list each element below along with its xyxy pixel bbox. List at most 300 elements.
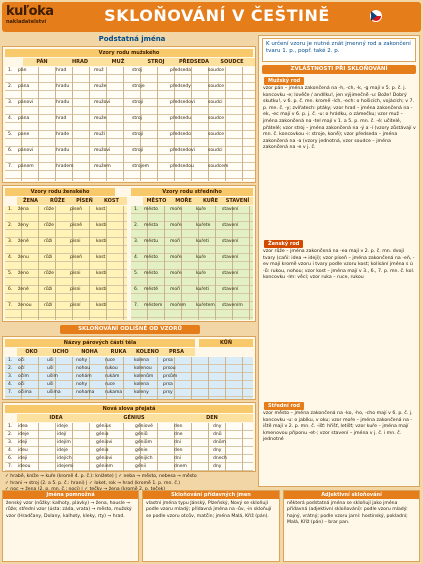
publisher-logo [6, 5, 58, 29]
case-number: 5. [8, 132, 13, 137]
plural-text: ženský vzor (nůžky: kalhoty, plavky) → žena, housle → růže; střední vzor (ústa: záda, vrata) → město, mužský vzor (Hradčany, Dolany, kalhoty, kleky, rty) → hrad. [6, 501, 132, 519]
case-number: 6. [8, 456, 13, 461]
loanwords-grid [5, 423, 253, 471]
table-cell: předsedou [170, 164, 194, 169]
table-cell: dnech [213, 456, 227, 461]
table-cell: růži [44, 287, 53, 292]
table-cell: muže [94, 84, 107, 89]
neut-column-headers [143, 197, 253, 205]
table-cell: ženy [18, 223, 29, 228]
table-cell: růži [44, 255, 53, 260]
table-cell: uši [47, 358, 54, 363]
table-cell: moře [170, 255, 182, 260]
table-cell: muži [94, 132, 105, 137]
table-cell: ženě [18, 239, 29, 244]
case-number: 5. [134, 271, 139, 276]
table-cell: ušima [47, 390, 61, 395]
table-cell: předsedy [170, 84, 191, 89]
table-cell: ženou [18, 303, 32, 308]
table-cell: dnem [174, 464, 187, 469]
case-number: 4. [8, 382, 13, 387]
table-cell: dny [213, 464, 222, 469]
table-cell: hradu [56, 84, 70, 89]
table-cell: růží [44, 303, 53, 308]
column-header: UCHO [52, 349, 69, 355]
table-cell: rukám [105, 374, 120, 379]
table-row [8, 163, 254, 179]
column-header: STROJ [147, 59, 165, 65]
table-row [8, 270, 126, 286]
table-row [8, 447, 252, 455]
case-number: 2. [134, 223, 139, 228]
table-cell: hrade [56, 132, 70, 137]
table-cell: kostí [96, 303, 107, 308]
table-cell: stavení [222, 271, 239, 276]
table-cell: předsedovi [170, 148, 195, 153]
deviating-column-headers [17, 348, 195, 356]
table-cell: kuře [196, 207, 206, 212]
table-cell: muže [94, 116, 107, 121]
column-header: MUŽ [111, 59, 125, 65]
tag-masculine: Mužský rod [264, 77, 304, 85]
case-number: 3. [8, 374, 13, 379]
table-cell: muž [94, 68, 104, 73]
neut-grid [131, 206, 253, 320]
table-cell: moře [170, 271, 182, 276]
table-cell: dny [213, 448, 222, 453]
deviating-right-heading: KŮŇ [199, 339, 253, 347]
fem-heading: Vzory rodu ženského [5, 188, 115, 196]
table-cell: předsedu [170, 116, 192, 121]
table-cell: moři [170, 239, 181, 244]
table-row [134, 302, 252, 318]
table-cell: géniové [135, 424, 153, 429]
masculine-notes: vzor pán – jména zakončená na -h, -ch, -k, -g mají v 5. p. č. j. koncovku -e; lověče / andílku!, jen výjimečně -u: Bože! Dobrý skutku!, v 6. p. č. mn. kromě -ích, -ech: o hošicích, vojácích; v 7. p. mn. č. -y; zvířatech: ptáky; vzor hrad – jména zakončená na -ek, -ec mají v 6. p. j. č. -u: o hrádku, o zámečku; vzor muž – jména zakončená na -tel mají v 1. a 5. p. mn. č. -é: učitelé, přátelé; vzor stroj – jména zakončená na -ý a -í (vzory zůstávají v mn. č. koncovkou -i: stroje, koně); vzor předseda – jména zakončená na -a (vzory jednotná, vzor soudce – jména zakončená na -e v j. č. [263, 86, 416, 151]
table-cell: idejí [57, 432, 67, 437]
table-cell: kolena [134, 358, 149, 363]
case-number: 7. [8, 303, 13, 308]
table-row [134, 254, 252, 270]
table-cell: idejích [57, 456, 72, 461]
table-cell: géniů [135, 432, 148, 437]
table-cell: ideje [57, 424, 68, 429]
table-cell: předseda [170, 68, 191, 73]
table-cell: pánem [18, 164, 34, 169]
table-cell: nohama [76, 390, 95, 395]
case-number: 7. [8, 390, 13, 395]
loanwords-panel [2, 402, 256, 472]
loanwords-rows [8, 423, 252, 471]
bottom-col-plural [2, 490, 139, 562]
table-cell: rukou [105, 366, 118, 371]
table-cell: moři [170, 287, 181, 292]
table-row [8, 115, 254, 131]
table-cell: soudce [208, 116, 225, 121]
table-cell: písně [70, 223, 83, 228]
table-cell: idejím [57, 440, 71, 445]
table-cell: pána [18, 84, 30, 89]
case-number: 2. [8, 366, 13, 371]
table-cell: píseň [70, 255, 83, 260]
table-cell: písni [70, 239, 81, 244]
table-cell: kolena [134, 382, 149, 387]
table-cell: uší [47, 366, 54, 371]
deviating-rows [8, 357, 252, 397]
table-cell: koleny [134, 390, 149, 395]
column-header: PÍSEŇ [76, 198, 93, 204]
masc-rows [8, 67, 254, 179]
table-cell: géniům [135, 440, 152, 445]
table-row [8, 254, 126, 270]
table-cell: stavení [222, 255, 239, 260]
table-cell: mužem [94, 164, 111, 169]
loanwords-heading: Nová slova přejatá [5, 405, 253, 413]
table-cell: dne [174, 432, 183, 437]
case-number: 7. [134, 303, 139, 308]
fem-grid [5, 206, 127, 320]
table-row [134, 270, 252, 286]
column-header: NOHA [81, 349, 98, 355]
table-cell: dnů [213, 432, 222, 437]
neut-heading: Vzory rodu středního [131, 188, 253, 196]
table-cell: písní [70, 303, 81, 308]
adjectives-text: vlastní jména typu Jánský, Plzeňský, Nový se skloňují podle vzoru mladý; přídavná jména na -ův, -in skloňují se podle vzoru otcův, matčin; jména Malá, Kříž (pán). [146, 501, 272, 519]
table-row [134, 222, 252, 238]
case-number: 7. [8, 464, 13, 469]
table-cell: stroj [132, 116, 142, 121]
deviating-grid [5, 357, 253, 399]
logo-subtitle: nakladatelství [6, 19, 47, 25]
column-header: STAVENÍ [225, 198, 250, 204]
table-cell: génijích [135, 456, 153, 461]
table-cell: očima [18, 390, 32, 395]
table-cell: kosti [96, 239, 107, 244]
case-number: 1. [134, 207, 139, 212]
column-header: RUKA [110, 349, 127, 355]
table-cell: stroje [132, 84, 145, 89]
table-cell: očí [18, 366, 25, 371]
case-number: 6. [8, 287, 13, 292]
table-cell: ženu [18, 255, 29, 260]
table-cell: ženo [18, 271, 29, 276]
deviating-bar: SKLOŇOVÁNÍ ODLIŠNÉ OD VZORŮ [60, 325, 200, 334]
table-cell: oči [18, 382, 25, 387]
table-cell: dni [174, 440, 181, 445]
column-header: PŘEDSEDA [178, 59, 210, 65]
case-number: 4. [8, 116, 13, 121]
table-cell: stroji [132, 148, 144, 153]
legend-line: ✓ hrabě, kníže → kuře (kromě 4. p. č.): knížete) | ✓ neba → město, nebesa → město [5, 474, 197, 479]
table-row [8, 83, 254, 99]
table-cell: písni [70, 287, 81, 292]
table-cell: idea [18, 424, 28, 429]
loanwords-column-headers [17, 414, 253, 422]
deviating-subheading: Názvy párových částí těla [5, 339, 195, 347]
table-cell: prsům [163, 374, 178, 379]
table-cell: prsa [163, 382, 173, 387]
case-number: 1. [8, 68, 13, 73]
table-cell: kuře [196, 255, 206, 260]
table-cell: pánovi [18, 100, 34, 105]
table-cell: hradu [56, 100, 70, 105]
table-row [8, 431, 252, 439]
table-cell: oči [18, 358, 25, 363]
masc-grid [5, 67, 255, 181]
case-number: 7. [8, 164, 13, 169]
table-cell: soudci [208, 148, 223, 153]
case-number: 1. [8, 424, 13, 429]
note-box: K určení vzoru je nutné znát jmenný rod a zakončení tvaru 1. p., popř. také 2. p. [262, 38, 416, 62]
table-cell: den [174, 448, 183, 453]
table-cell: předsedovi [170, 100, 195, 105]
table-cell: očím [18, 374, 29, 379]
table-row [8, 238, 126, 254]
table-row [8, 365, 252, 373]
table-cell: kost [96, 207, 106, 212]
table-cell: dni [174, 456, 181, 461]
adjectives-tag: Skloňování přídavných jmen [143, 491, 279, 499]
column-header: KUŘE [202, 198, 219, 204]
column-header: KOST [104, 198, 119, 204]
tag-feminine: Ženský rod [264, 240, 303, 248]
logo-mark: kuľoka [6, 4, 54, 19]
table-cell: předsedo [170, 132, 191, 137]
table-cell: géniovi [96, 440, 113, 445]
table-cell: strojem [132, 164, 150, 169]
table-row [8, 455, 252, 463]
masc-heading: Vzory rodu mužského [5, 49, 253, 57]
table-cell: pána [18, 116, 30, 121]
table-cell: ideou [18, 464, 31, 469]
table-cell: nohou [76, 366, 91, 371]
case-number: 4. [134, 255, 139, 260]
table-cell: uši [47, 382, 54, 387]
table-cell: stavení [222, 223, 239, 228]
table-cell: prsy [163, 390, 173, 395]
table-row [8, 286, 126, 302]
table-cell: stavením [222, 303, 243, 308]
bottom-col-adjectives [142, 490, 280, 562]
table-cell: géniem [96, 464, 113, 469]
table-cell: moře [170, 207, 182, 212]
table-cell: kolenou [134, 366, 152, 371]
table-cell: génii [135, 464, 146, 469]
table-cell: stroji [132, 100, 144, 105]
case-number: 2. [8, 84, 13, 89]
column-header: PÁN [36, 59, 48, 65]
bottom-col-adjectival [283, 490, 420, 562]
table-cell: hrad [56, 116, 67, 121]
table-cell: kuřetem [196, 303, 215, 308]
fem-rows [8, 206, 126, 318]
page-title: SKLOŇOVÁNÍ V ČEŠTINĚ [104, 6, 330, 25]
table-cell: stavení [222, 239, 239, 244]
plural-tag: Jména pomnožná [3, 491, 138, 499]
table-row [8, 131, 254, 147]
special-bar: ZVLÁŠTNOSTI PŘI SKLOŇOVÁNÍ [262, 65, 416, 74]
table-row [8, 389, 252, 397]
table-cell: kost [96, 255, 106, 260]
header-bar [2, 2, 421, 32]
case-number: 6. [134, 287, 139, 292]
table-cell: píseň [70, 207, 83, 212]
table-cell: růže [44, 223, 54, 228]
table-cell: nohám [76, 374, 92, 379]
table-cell: města [144, 223, 159, 228]
table-cell: kosti [96, 287, 107, 292]
table-cell: soudce [208, 68, 225, 73]
table-cell: městu [144, 239, 159, 244]
table-cell: génia [96, 448, 109, 453]
column-header: ŽENA [22, 198, 39, 204]
column-header: RŮŽE [50, 198, 65, 204]
table-cell: uším [47, 374, 58, 379]
table-cell: prsa [163, 358, 173, 363]
table-row [8, 206, 126, 222]
table-cell: dnům [213, 440, 226, 445]
case-number: 2. [8, 223, 13, 228]
table-cell: moře [170, 223, 182, 228]
column-header: MOŘE [175, 198, 192, 204]
tag-neuter: Střední rod [264, 402, 304, 410]
masc-table-panel [2, 46, 256, 183]
case-number: 1. [8, 207, 13, 212]
table-row [8, 67, 254, 83]
table-cell: dny [213, 424, 222, 429]
table-row [8, 99, 254, 115]
table-cell: kosti [96, 223, 107, 228]
table-cell: génie [135, 448, 148, 453]
table-cell: ruce [105, 382, 115, 387]
table-cell: nohy [76, 382, 88, 387]
case-number: 5. [8, 271, 13, 276]
case-number: 4. [8, 448, 13, 453]
case-number: 3. [8, 100, 13, 105]
table-cell: mužovi [94, 100, 111, 105]
column-header: KOLENO [136, 349, 159, 355]
table-row [134, 206, 252, 222]
adjectival-tag: Adjektivní skloňování [284, 491, 419, 499]
table-cell: géniovi [96, 456, 113, 461]
table-cell: město [144, 255, 159, 260]
masc-column-headers [23, 58, 255, 66]
case-number: 6. [8, 148, 13, 153]
table-cell: kuře [196, 271, 206, 276]
table-row [8, 463, 252, 471]
table-row [8, 357, 252, 365]
column-header: MĚSTO [146, 198, 167, 204]
section-title-nouns: Podstatná jména [98, 35, 166, 43]
table-cell: mužovi [94, 148, 111, 153]
table-cell: idejemi [57, 464, 74, 469]
case-number: 3. [134, 239, 139, 244]
column-header: PRSA [169, 349, 184, 355]
table-cell: ideji [18, 440, 28, 445]
table-cell: soudci [208, 100, 223, 105]
table-cell: ženě [18, 287, 29, 292]
neut-rows [134, 206, 252, 318]
table-cell: město [144, 271, 159, 276]
table-cell: stroji [132, 132, 144, 137]
table-cell: kuřeti [196, 239, 209, 244]
table-cell: prsou [163, 366, 176, 371]
column-header: GÉNIUS [123, 415, 145, 421]
exceptions-legend [2, 473, 256, 488]
case-number: 4. [8, 255, 13, 260]
fem-column-headers [17, 197, 127, 205]
table-row [8, 222, 126, 238]
column-header: OKO [25, 349, 38, 355]
table-row [8, 439, 252, 447]
czech-flag-icon [370, 10, 382, 22]
adjectival-text: některá podstatná jména se skloňují jako jména přídavná (adjektivní skloňování): podle vzoru mladý: hajný, vrátný; podle vzoru jarní: hostinský, pokladní; Malá, Kříž (pán) – brar pan. [287, 501, 408, 525]
case-number: 2. [8, 432, 13, 437]
table-cell: ideje [18, 432, 29, 437]
table-cell: ideu [18, 448, 28, 453]
case-number: 1. [8, 358, 13, 363]
column-header: SOUDCE [220, 59, 244, 65]
fem-neut-panel [2, 185, 256, 322]
table-cell: pane [18, 132, 30, 137]
table-cell: ideje [57, 448, 68, 453]
column-header: DEN [206, 415, 218, 421]
table-cell: kolenům [134, 374, 154, 379]
table-cell: ideji [18, 456, 28, 461]
column-header: IDEA [49, 415, 63, 421]
table-cell: kuřeti [196, 287, 209, 292]
table-cell: soudce [208, 84, 225, 89]
table-cell: městě [144, 287, 159, 292]
table-row [8, 373, 252, 381]
table-cell: soudcem [208, 164, 229, 169]
table-cell: růže [44, 207, 54, 212]
table-cell: ruce [105, 358, 115, 363]
table-cell: stavení [222, 207, 239, 212]
legend-line: ✓ hrani → stroj (2. a 5. p. č.: hrani) | ✓ loket, rok → hrad (kromě 1. p. mn. č.) [5, 480, 181, 486]
column-header: HRAD [71, 59, 89, 65]
table-row [8, 302, 126, 318]
table-cell: soudce [208, 132, 225, 137]
table-cell: hradu [56, 148, 70, 153]
table-cell: růži [44, 239, 53, 244]
table-cell: město [144, 207, 159, 212]
table-row [8, 147, 254, 163]
table-cell: žena [18, 207, 29, 212]
table-cell: stroj [132, 68, 142, 73]
case-number: 3. [8, 440, 13, 445]
table-cell: růže [44, 271, 54, 276]
case-number: 3. [8, 239, 13, 244]
table-row [134, 238, 252, 254]
table-cell: stavení [222, 287, 239, 292]
table-row [8, 381, 252, 389]
table-row [8, 423, 252, 431]
table-cell: hradem [56, 164, 74, 169]
table-cell: nohy [76, 358, 88, 363]
table-row [134, 286, 252, 302]
table-cell: kosti [96, 271, 107, 276]
table-cell: rukama [105, 390, 123, 395]
table-cell: městem [144, 303, 163, 308]
table-cell: písni [70, 271, 81, 276]
table-cell: pán [18, 68, 27, 73]
table-cell: hrad [56, 68, 67, 73]
neuter-notes: vzor město – jména zakončená na -ko, -ho, -cho mají v 6. p. č. j. koncovku -u: o jablku, v oku; vzor moře – jména zakončená na -iště mají v 2. p. mn. č. -išť: hřišť, letišť; vzor kuře – jména mají kmenovou příponu -et-; vzor stavení – jména v j. č. i mn. č. jednotné [263, 411, 413, 443]
table-cell: kuřete [196, 223, 211, 228]
deviating-panel [2, 336, 256, 400]
table-cell: den [174, 424, 183, 429]
table-cell: génius [96, 424, 111, 429]
